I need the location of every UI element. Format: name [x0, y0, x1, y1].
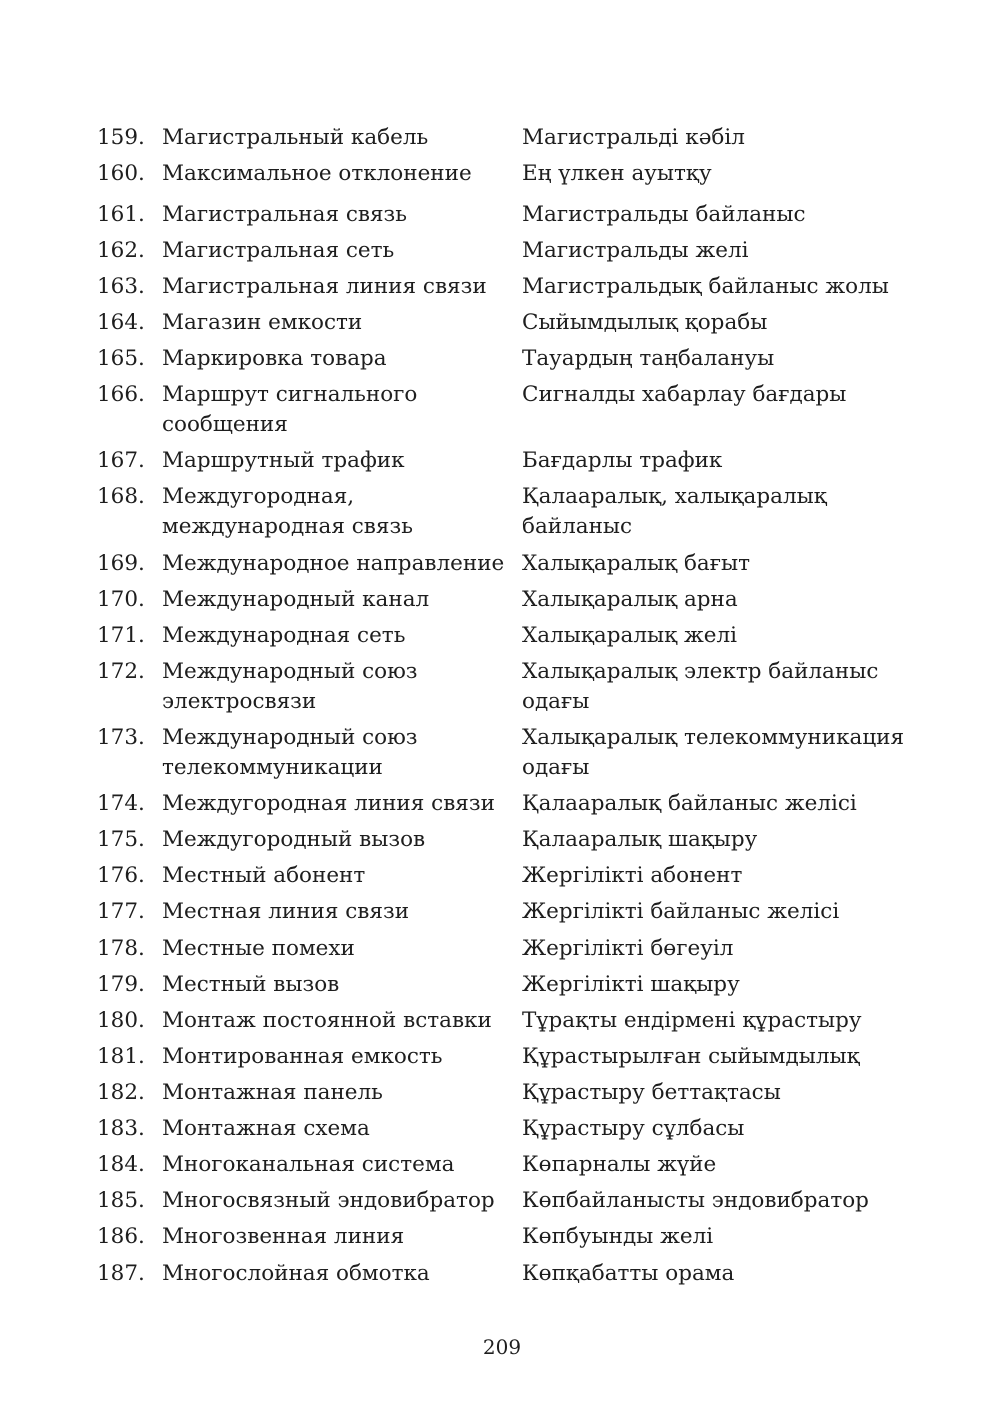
kazakh-term-line: Халықаралық желі — [522, 623, 737, 648]
kazakh-term — [522, 585, 922, 615]
entry-number: 159. — [97, 125, 145, 150]
entry-number: 166. — [97, 382, 145, 407]
russian-term-line: Монтажная панель — [162, 1080, 383, 1105]
entry-number: 178. — [97, 936, 145, 961]
russian-term — [162, 236, 514, 266]
kazakh-term-line: Тұрақты ендірмені құрастыру — [522, 1008, 862, 1033]
kazakh-term-line: Көпқабатты орама — [522, 1261, 735, 1286]
kazakh-term-line: Құрастыру сұлбасы — [522, 1116, 745, 1141]
russian-term-line: телекоммуникации — [162, 755, 383, 780]
russian-term-line: Магазин емкости — [162, 310, 363, 335]
russian-term — [162, 549, 514, 579]
russian-term — [162, 621, 514, 651]
russian-term-line: Местный абонент — [162, 863, 366, 888]
russian-term-line: Монтированная емкость — [162, 1044, 443, 1069]
russian-term-line: Местная линия связи — [162, 899, 410, 924]
russian-term-line: Магистральная линия связи — [162, 274, 487, 299]
entry-number: 184. — [97, 1152, 145, 1177]
kazakh-term — [522, 1078, 922, 1108]
russian-term — [162, 1078, 514, 1108]
russian-term — [162, 1222, 514, 1252]
entry-number: 174. — [97, 791, 145, 816]
entry-number: 168. — [97, 484, 145, 509]
entry-number: 167. — [97, 448, 145, 473]
kazakh-term — [522, 380, 922, 410]
entry-number: 177. — [97, 899, 145, 924]
russian-term — [162, 482, 514, 542]
russian-term-line: Многослойная обмотка — [162, 1261, 430, 1286]
kazakh-term — [522, 236, 922, 266]
russian-term — [162, 1150, 514, 1180]
kazakh-term — [522, 1186, 922, 1216]
russian-term-line: Маршрут сигнального — [162, 382, 418, 407]
russian-term-line: Монтаж постоянной вставки — [162, 1008, 492, 1033]
kazakh-term-line: Магистральды желі — [522, 238, 749, 263]
kazakh-term — [522, 789, 922, 819]
kazakh-term-line: Жергілікті шақыру — [522, 972, 740, 997]
entry-number: 169. — [97, 551, 145, 576]
kazakh-term-line: Халықаралық электр байланыс — [522, 659, 879, 684]
kazakh-term — [522, 657, 922, 717]
entry-number: 172. — [97, 659, 145, 684]
kazakh-term — [522, 897, 922, 927]
russian-term — [162, 1006, 514, 1036]
kazakh-term-line: Қалааралық, халықаралық — [522, 484, 827, 509]
kazakh-term-line: одағы — [522, 755, 590, 780]
russian-term — [162, 344, 514, 374]
entry-number: 165. — [97, 346, 145, 371]
kazakh-term-line: Көпарналы жүйе — [522, 1152, 717, 1177]
kazakh-term-line: Бағдарлы трафик — [522, 448, 723, 473]
kazakh-term-line: Ең үлкен ауытқу — [522, 161, 712, 186]
russian-term — [162, 970, 514, 1000]
entry-number: 173. — [97, 725, 145, 750]
entry-number: 163. — [97, 274, 145, 299]
entry-number: 160. — [97, 161, 145, 186]
kazakh-term — [522, 344, 922, 374]
kazakh-term — [522, 200, 922, 230]
russian-term — [162, 308, 514, 338]
russian-term-line: Многозвенная линия — [162, 1224, 405, 1249]
russian-term — [162, 380, 514, 440]
kazakh-term — [522, 621, 922, 651]
kazakh-term — [522, 825, 922, 855]
kazakh-term-line: одағы — [522, 689, 590, 714]
kazakh-term — [522, 1259, 922, 1289]
russian-term — [162, 1259, 514, 1289]
kazakh-term-line: Халықаралық телекоммуникация — [522, 725, 905, 750]
russian-term — [162, 897, 514, 927]
russian-term-line: сообщения — [162, 412, 288, 437]
russian-term-line: Маркировка товара — [162, 346, 387, 371]
russian-term-line: Максимальное отклонение — [162, 161, 472, 186]
russian-term — [162, 723, 514, 783]
kazakh-term — [522, 1222, 922, 1252]
kazakh-term — [522, 446, 922, 476]
kazakh-term — [522, 159, 922, 189]
russian-term-line: Местный вызов — [162, 972, 340, 997]
russian-term — [162, 1042, 514, 1072]
russian-term — [162, 1114, 514, 1144]
russian-term-line: Маршрутный трафик — [162, 448, 405, 473]
russian-term — [162, 585, 514, 615]
kazakh-term-line: Жергілікті байланыс желісі — [522, 899, 840, 924]
kazakh-term-line: Халықаралық арна — [522, 587, 738, 612]
kazakh-term — [522, 1042, 922, 1072]
entry-number: 187. — [97, 1261, 145, 1286]
kazakh-term — [522, 861, 922, 891]
entry-number: 181. — [97, 1044, 145, 1069]
kazakh-term-line: Магистральдық байланыс жолы — [522, 274, 889, 299]
entry-number: 176. — [97, 863, 145, 888]
russian-term-line: Местные помехи — [162, 936, 355, 961]
entry-number: 182. — [97, 1080, 145, 1105]
kazakh-term-line: Магистральді кәбіл — [522, 125, 745, 150]
kazakh-term-line: Қалааралық байланыс желісі — [522, 791, 857, 816]
russian-term — [162, 789, 514, 819]
kazakh-term — [522, 1006, 922, 1036]
kazakh-term — [522, 934, 922, 964]
russian-term-line: электросвязи — [162, 689, 317, 714]
kazakh-term — [522, 723, 922, 783]
russian-term — [162, 272, 514, 302]
russian-term-line: Международная сеть — [162, 623, 406, 648]
kazakh-term-line: Сыйымдылық қорабы — [522, 310, 768, 335]
entry-number: 180. — [97, 1008, 145, 1033]
russian-term — [162, 446, 514, 476]
russian-term-line: международная связь — [162, 514, 413, 539]
russian-term — [162, 861, 514, 891]
russian-term-line: Междугородный вызов — [162, 827, 426, 852]
kazakh-term — [522, 482, 922, 542]
kazakh-term — [522, 1150, 922, 1180]
kazakh-term-line: Жергілікті бөгеуіл — [522, 936, 734, 961]
entry-number: 171. — [97, 623, 145, 648]
kazakh-term-line: Көпбайланысты эндовибратор — [522, 1188, 869, 1213]
kazakh-term-line: Құрастырылған сыйымдылық — [522, 1044, 860, 1069]
kazakh-term-line: Көпбуынды желі — [522, 1224, 714, 1249]
russian-term-line: Многосвязный эндовибратор — [162, 1188, 495, 1213]
entry-number: 164. — [97, 310, 145, 335]
russian-term-line: Многоканальная система — [162, 1152, 455, 1177]
kazakh-term-line: Сигналды хабарлау бағдары — [522, 382, 847, 407]
russian-term-line: Междугородная линия связи — [162, 791, 495, 816]
kazakh-term-line: Тауардың таңбалануы — [522, 346, 775, 371]
russian-term — [162, 1186, 514, 1216]
russian-term — [162, 123, 514, 153]
russian-term-line: Магистральная связь — [162, 202, 407, 227]
russian-term-line: Монтажная схема — [162, 1116, 370, 1141]
page-number: 209 — [482, 1335, 522, 1359]
kazakh-term — [522, 549, 922, 579]
russian-term-line: Междугородная, — [162, 484, 355, 509]
russian-term-line: Международный союз — [162, 659, 418, 684]
entry-number: 162. — [97, 238, 145, 263]
russian-term-line: Международное направление — [162, 551, 505, 576]
kazakh-term-line: Құрастыру беттақтасы — [522, 1080, 781, 1105]
russian-term — [162, 159, 514, 189]
russian-term — [162, 200, 514, 230]
kazakh-term-line: Қалааралық шақыру — [522, 827, 758, 852]
entry-number: 179. — [97, 972, 145, 997]
kazakh-term-line: Жергілікті абонент — [522, 863, 743, 888]
russian-term-line: Магистральная сеть — [162, 238, 395, 263]
kazakh-term — [522, 970, 922, 1000]
russian-term — [162, 825, 514, 855]
kazakh-term — [522, 308, 922, 338]
entry-number: 183. — [97, 1116, 145, 1141]
kazakh-term-line: байланыс — [522, 514, 633, 539]
kazakh-term — [522, 1114, 922, 1144]
russian-term-line: Международный канал — [162, 587, 430, 612]
russian-term — [162, 934, 514, 964]
kazakh-term — [522, 123, 922, 153]
entry-number: 170. — [97, 587, 145, 612]
russian-term-line: Международный союз — [162, 725, 418, 750]
entry-number: 186. — [97, 1224, 145, 1249]
russian-term-line: Магистральный кабель — [162, 125, 429, 150]
entry-number: 185. — [97, 1188, 145, 1213]
kazakh-term-line: Халықаралық бағыт — [522, 551, 750, 576]
russian-term — [162, 657, 514, 717]
entry-number: 175. — [97, 827, 145, 852]
kazakh-term — [522, 272, 922, 302]
kazakh-term-line: Магистральды байланыс — [522, 202, 806, 227]
entry-number: 161. — [97, 202, 145, 227]
